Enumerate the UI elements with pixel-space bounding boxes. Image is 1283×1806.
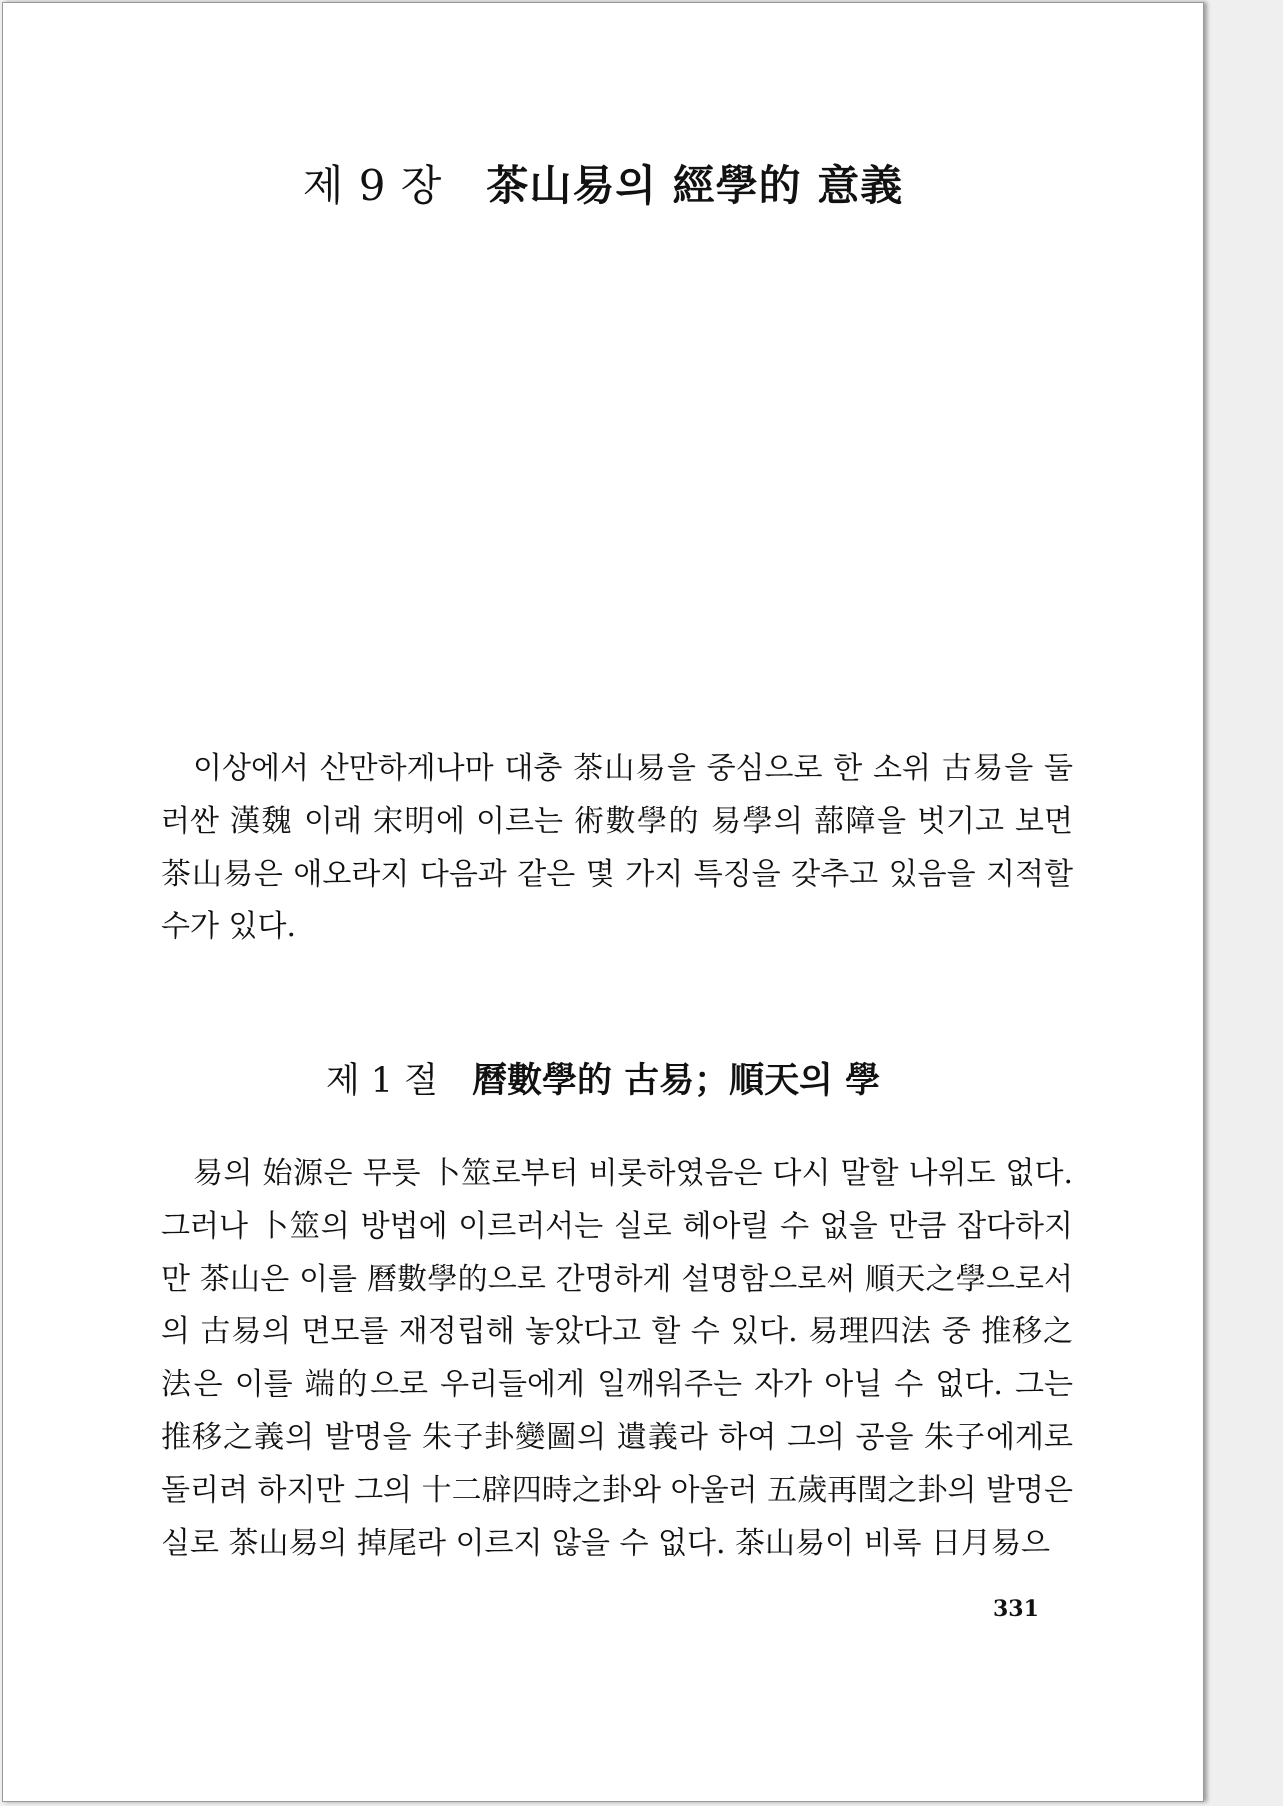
- section-heading: [3, 1053, 1203, 1103]
- section-title: 曆數學的 古易；順天의 學: [471, 1060, 881, 1101]
- section-paragraph: 易의 始源은 무릇 卜筮로부터 비롯하였음은 다시 말할 나위도 없다. 그러나 卜筮의 방법에 이르러서는 실로 헤아릴 수 없을 만큼 잡다하지만 茶山은 이를 曆數學的으로 간명하게 설명함으로써 順天之學으로서의 古易의 면모를 재정립해 놓았다고 할 수 있다. 易理四法 중 推移之法은 이를 端的으로 우리들에게 일깨워주는 자가 아닐 수 없다. 그는 推移之義의 발명을 朱子卦變圖의 遺義라 하여 그의 공을 朱子에게로 돌리려 하지만 그의 十二辟四時之卦와 아울러 五歲再閏之卦의 발명은 실로 茶山易의 掉尾라 이르지 않을 수 없다. 茶山易이 비록 日月易으: [161, 1156, 1073, 1561]
- chapter-heading: [3, 153, 1203, 213]
- section-number: 제 1 절: [325, 1061, 438, 1101]
- chapter-title: 茶山易의 經學的 意義: [486, 161, 904, 210]
- chapter-number: 제 9 장: [302, 161, 443, 210]
- intro-paragraph: 이상에서 산만하게나마 대충 茶山易을 중심으로 한 소위 古易을 둘러싼 漢魏 이래 宋明에 이르는 術數學的 易學의 蔀障을 벗기고 보면 茶山易은 애오라지 다음과 같은 몇 가지 특징을 갖추고 있음을 지적할 수가 있다.: [161, 751, 1073, 945]
- page-number: 331: [993, 1596, 1039, 1622]
- document-page: [2, 2, 1204, 1802]
